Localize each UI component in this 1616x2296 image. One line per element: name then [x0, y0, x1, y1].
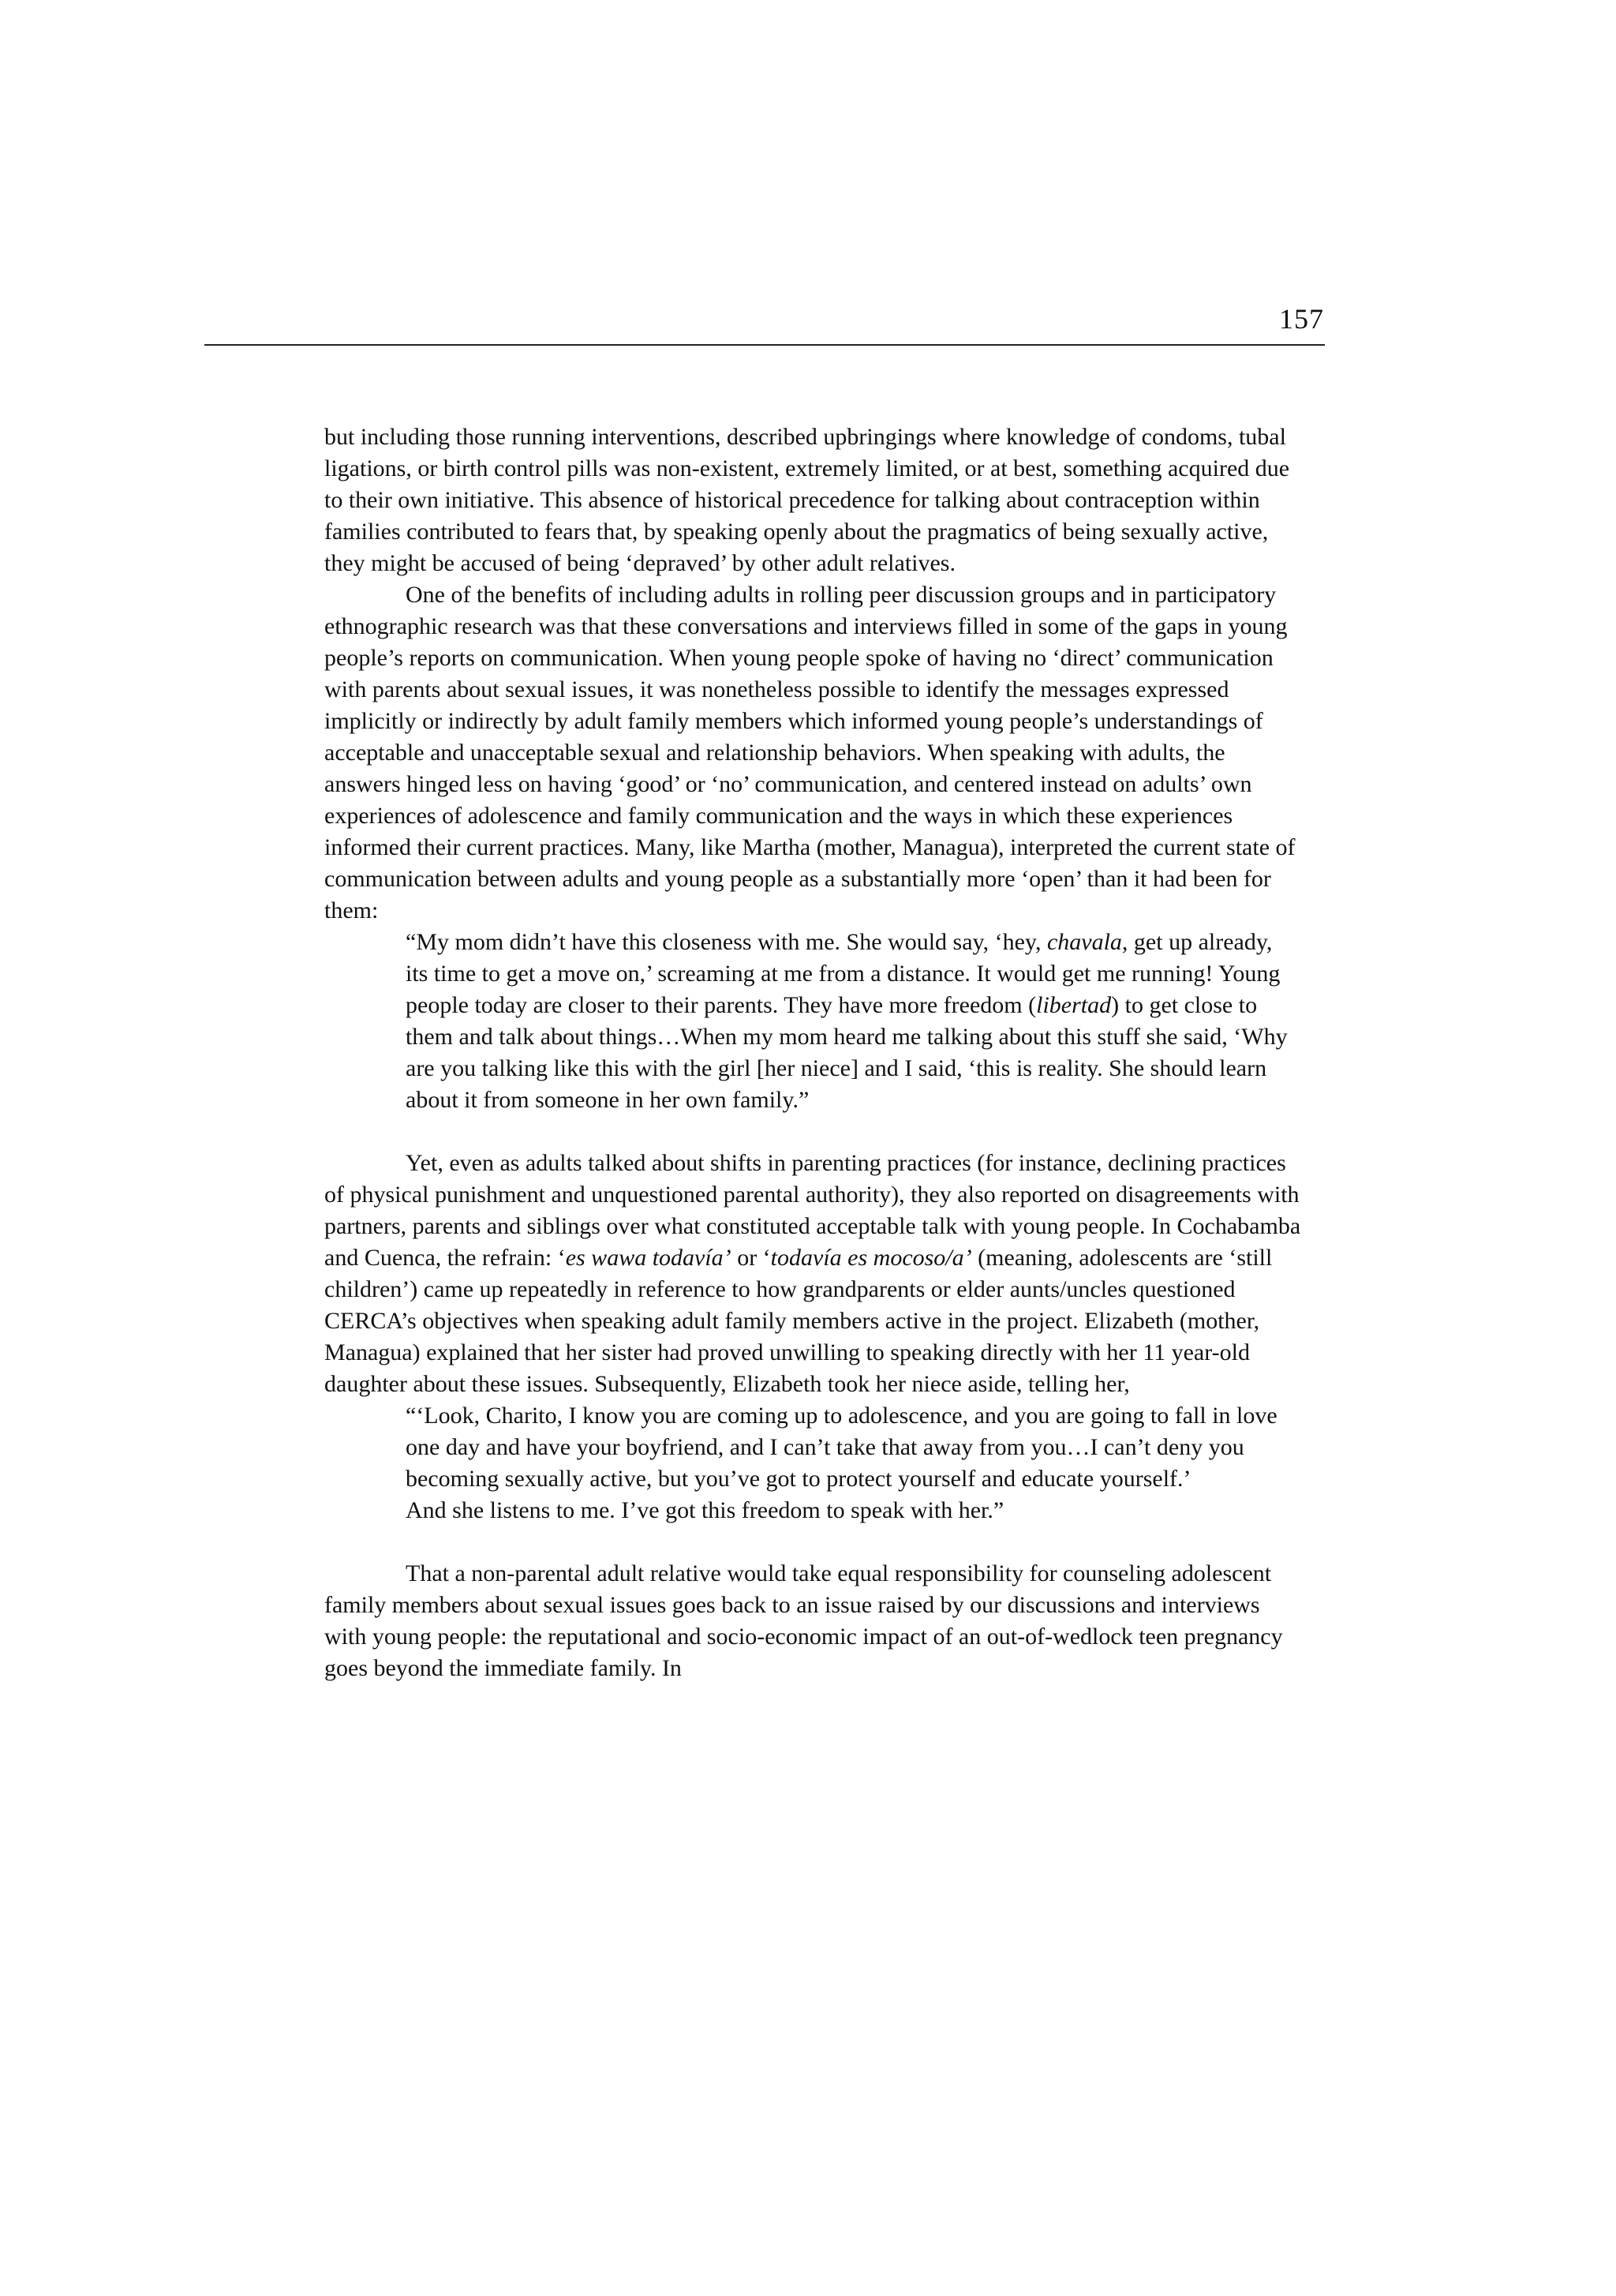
quote-line: And she listens to me. I’ve got this freedom to speak with her.”	[406, 1497, 1004, 1523]
page-number: 157	[1279, 303, 1324, 335]
paragraph-shifts-in-parenting	[324, 1148, 1303, 1400]
page-body	[324, 421, 1303, 1684]
italic-term: todavía es mocoso/a’	[770, 1245, 972, 1271]
quote-italic-term: libertad	[1036, 992, 1112, 1018]
paragraph-non-parental-adult: That a non-parental adult relative would take equal responsibility for counseling adolescent family members about sexual issues goes back to an issue raised by our discussions and interviews with young people: the reputational and socio-economic impact of an out-of-wedlock teen pregnancy goes beyond the immediate family. In	[324, 1560, 1283, 1681]
paragraph-text: Yet, even as adults talked about shifts in parenting practices (for instance, declining practices of physical punishment and unquestioned parental authority), they also reported on disagreements with partners, parents and siblings over what constituted acceptable talk with young people. In Cochabamba and Cuenca, the refrain: ‘	[324, 1150, 1301, 1271]
paragraph-benefits-of-including-adults: One of the benefits of including adults in rolling peer discussion groups and in participatory ethnographic research was that these conversations and interviews filled in some of the gaps in young people’s reports on communication. When young people spoke of having no ‘direct’ communication with parents about sexual issues, it was nonetheless possible to identify the messages expressed implicitly or indirectly by adult family members which informed young people’s understandings of acceptable and unacceptable sexual and relationship behaviors. When speaking with adults, the answers hinged less on having ‘good’ or ‘no’ communication, and centered instead on adults’ own experiences of adolescence and family communication and the ways in which these experiences informed their current practices. Many, like Martha (mother, Managua), interpreted the current state of communication between adults and young people as a substantially more ‘open’ than it had been for them:	[324, 582, 1296, 923]
quote-line: “‘Look, Charito, I know you are coming up to adolescence, and you are going to fall in love one day and have your boyfriend, and I can’t take that away from you…I can’t deny you becoming sexually active, but you’ve got to protect yourself and educate yourself.’	[406, 1403, 1277, 1492]
quote-italic-term: chavala	[1046, 929, 1122, 955]
block-quote-elizabeth	[406, 1400, 1289, 1526]
paragraph-text: or ‘	[731, 1245, 771, 1271]
header-rule	[204, 344, 1325, 346]
paragraph-gap	[324, 1526, 1303, 1558]
quote-text: , get up already, its time to get a move on,’ screaming at me from a distance. It would get me running! Young people today are closer to their parents. They have more freedom (	[406, 929, 1281, 1018]
paragraph-continuation: but including those running interventions, described upbringings where knowledge of condoms, tubal ligations, or birth control pills was non-existent, extremely limited, or at best, something acquired due to their own initiative. This absence of historical precedence for talking about contraception within families contributed to fears that, by speaking openly about the pragmatics of being sexually active, they might be accused of being ‘depraved’ by other adult relatives.	[324, 424, 1290, 576]
paragraph-gap	[324, 1116, 1303, 1148]
block-quote-martha	[406, 927, 1289, 1116]
quote-text: ) to get close to them and talk about things…When my mom heard me talking about this stuff she said, ‘Why are you talking like this with the girl [her niece] and I said, ‘this is reality. She should learn about it from someone in her own family.”	[406, 992, 1288, 1113]
quote-text: “My mom didn’t have this closeness with me. She would say, ‘hey,	[406, 929, 1047, 955]
paragraph-text: (meaning, adolescents are ‘still children’) came up repeatedly in reference to how grandparents or elder aunts/uncles questioned CERCA’s objectives when speaking adult family members active in the project. Elizabeth (mother, Managua) explained that her sister had proved unwilling to speaking directly with her 11 year-old daughter about these issues. Subsequently, Elizabeth took her niece aside, telling her,	[324, 1245, 1273, 1397]
italic-term: es wawa todavía’	[565, 1245, 731, 1271]
